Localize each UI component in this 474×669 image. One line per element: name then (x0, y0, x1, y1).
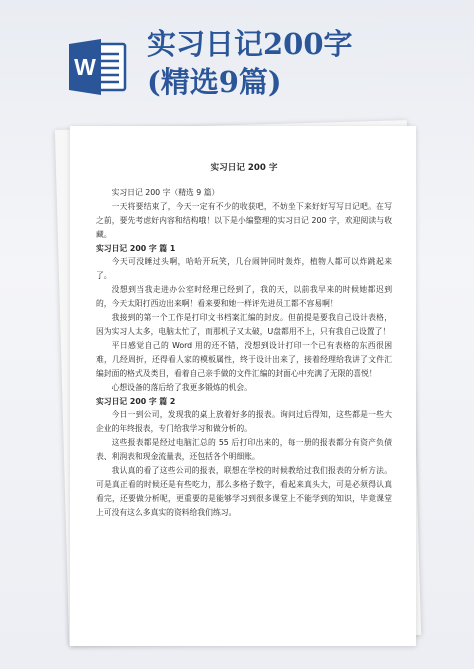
paragraph: 我认真的看了这些公司的报表，联想在学校的时候教给过我们报表的分析方法。可是真正看的时候还是有些吃力，那么多格子数字，看起来真头大，可是必须得认真看完，还要做分析呢，更重要的是能够学习到很多课堂上不能学到的知识，毕竟课堂上可没有这么多真实的资料给我们练习。 (96, 466, 392, 517)
paragraph: 今日一到公司，发现我的桌上放着好多的报表。询问过后得知，这些都是一些大企业的年终报表，专门给我学习和做分析的。 (96, 410, 392, 434)
section-heading: 实习日记 200 字 篇 1 (96, 243, 176, 253)
intro-paragraph: 一天将要结束了，今天一定有不少的收获吧，不妨坐下来好好写写日记吧。在写之前，要先考虑好内容和结构哦！以下是小编整理的实习日记 200 字，欢迎阅读与收藏。 (96, 201, 392, 239)
paragraph: 没想到当我走进办公室时经理已经到了，我的天，以前我早来的时候她都迟到的，今天太阳打西边出来啊！看来要和她一样评先进员工都不容易啊！ (96, 285, 392, 309)
subtitle-line: 实习日记 200 字（精选 9 篇） (111, 187, 220, 197)
title-line-1: 实习日记200字 (147, 27, 353, 61)
paragraph: 我接到的第一个工作是打印文书档案汇编的封皮。但前提是要我自己设计表格，因为实习人太多，电脑太忙了，而那机子又太破，U盘都用不上，只有我自己设置了！ (96, 313, 392, 336)
paragraph: 今天可没睡过头啊，哈哈开玩笑，几台闹钟同时轰炸，植物人都可以炸跳起来了。 (96, 257, 392, 281)
document-title (147, 25, 467, 101)
page-content (96, 162, 392, 520)
page-heading: 实习日记 200 字 (210, 163, 278, 173)
paragraph: 平日感觉自己的 Word 用的还不错，没想到设计打印一个已有表格的东西很困难，几经周折，还得看人家的模板属性，终于设计出来了，接着经理给我讲了文件汇编封面的格式及类目，看着自己亲手做的文件汇编的封面心中充满了无限的喜悦！ (96, 340, 392, 378)
paragraph: 这些报表都是经过电脑汇总的 55 后打印出来的，每一册的报表都分有资产负债表、利润表和现金流量表，还包括各个明细账。 (96, 438, 392, 462)
word-icon (67, 36, 129, 98)
paragraph: 心想设备的落后给了我更多锻炼的机会。 (111, 382, 252, 392)
header (0, 0, 474, 112)
word-icon-letter: W (74, 54, 96, 80)
title-line-2: (精选9篇) (147, 65, 282, 99)
document-page (70, 126, 416, 646)
section-heading: 实习日记 200 字 篇 2 (96, 396, 176, 406)
